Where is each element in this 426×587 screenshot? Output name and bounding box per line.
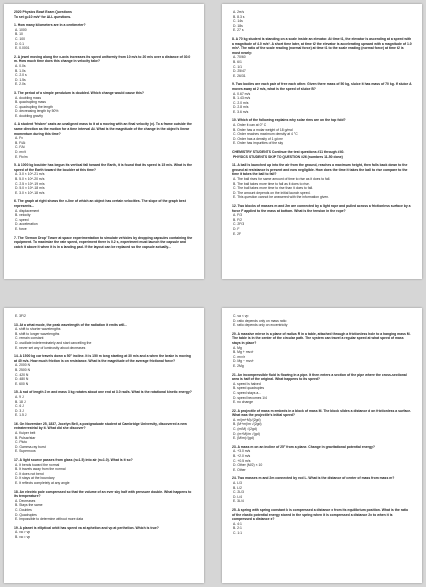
answer-option: C. remain constant (15, 336, 44, 341)
answer-option: C. It does not bend (15, 471, 44, 476)
answer-option: C. (m/M) √(2gd) (233, 427, 257, 432)
answer-option: PHYSICS STUDENTS SKIP TO QUESTION #26 (numbers 11-50 done) (233, 154, 343, 159)
question-block (14, 23, 194, 51)
question-text: 23. A mass m on an incline of 25° from a plane. Change in gravitational potential energy? (232, 444, 375, 449)
answer-option: D. speed becomes 1/4 (233, 395, 267, 400)
answer-option: A. 3.0 × 10^-21 m/s (15, 172, 45, 177)
question-block (14, 163, 194, 195)
answer-option: C. Doubles (15, 507, 32, 512)
answer-option: D. 1.5s (15, 77, 26, 82)
question-block (232, 163, 412, 200)
document-page-2 (222, 4, 422, 279)
answer-option: B. va = vp (15, 534, 31, 539)
answer-option: A. It bends toward the normal (15, 462, 60, 467)
answer-option: E. This question cannot be answered with the information given. (233, 195, 330, 200)
answer-option: E. never set any of luminosity about decreases (15, 345, 86, 350)
answer-option: B. Stays the same (15, 503, 43, 508)
answer-option: C. 2F/3 (233, 222, 245, 227)
question-text: 16. On November 25, 1837, Jocelyn Bell, a postgraduate student at Cambridge University, discovered a new extraterrestrial by it. What did she discover? (14, 421, 187, 431)
question-text: 14. A 1500 kg car travels down a 50° incline. It is 150 m long starting at 30 m/s and a when the brake is moving at 40 m/s. How much friction is on resistance. What is the magnitude of the average frictional force? (14, 354, 191, 363)
answer-option: D. acceleration (15, 222, 38, 227)
answer-option: D. mv/t (15, 150, 26, 155)
answer-option: D. F (233, 226, 240, 231)
answer-option: B. 5.0 × 10^-20 m/s (15, 177, 45, 181)
answer-option: A. 1000 (15, 27, 27, 32)
answer-option: E. ratio depends only on eccentricity (233, 323, 288, 328)
question-text: 9. Two bodies are each pair of free each other. Given there mass of 50 kg, sluice it has mass of 70 kg. If sluice A moves away at 2 m/s, what is the speed of sluice B? (232, 82, 412, 91)
answer-option: D. decreasing length by 50% (15, 109, 59, 114)
answer-option: D. Order has a density of 1 g/cm³ (233, 136, 283, 141)
question-text: 3. The period of a simple pendulum is doubled. Which change would cause this? (14, 90, 144, 95)
question-block (14, 526, 194, 540)
answer-option: B. 18 J (15, 399, 26, 404)
answer-option: E. Supernova (15, 449, 36, 454)
answer-option: D. The amount depends on the initial launch speed. (233, 190, 311, 195)
question-block (232, 118, 412, 146)
answer-option: A. 70/60 (233, 55, 246, 60)
answer-option: B. Pulsar/star (15, 435, 36, 440)
answer-option: B. speed quadruples (233, 386, 265, 391)
answer-option: E. 2F (233, 231, 242, 236)
answer-option: A. m/(m+M)√(2gd) (233, 417, 261, 422)
answer-option: D. 0.1 (15, 41, 25, 46)
question-text: 21. An incompressible fluid is flowing in a pipe. It then enters a section of the pipe where the cross-sectional area is half of the original. What happens to its speed? (232, 372, 407, 382)
answer-option: C. 100 (15, 36, 25, 41)
answer-option: E. Other (233, 467, 246, 472)
answer-option: E. 3F/2 (15, 314, 26, 318)
question-block (14, 490, 194, 522)
answer-option: B. The ball takes more time to fall as it does to rise. (233, 181, 310, 186)
question-text: 6. The graph at right shows the x-line of which an object has certain velocities. The slope of the graph best represents... (14, 199, 186, 208)
answer-option: C. va < vp (233, 314, 249, 318)
answer-option: D. 2.8 m/s (233, 105, 249, 110)
answer-option: E. 0.0001 (15, 46, 30, 51)
question-text: 22. A projectile of mass m embeds in a block of mass M. The block slides a distance d on frictionless a surface. What was the projectile's initial speed? (232, 408, 412, 418)
answer-option: A. shift to shorter wavelengths (15, 327, 61, 332)
document-page-1 (4, 4, 204, 279)
question-block (14, 422, 194, 454)
answer-option: D. 5.0 × 10^-18 m/s (15, 186, 45, 191)
answer-option: A. 4:1 (233, 521, 242, 526)
question-block (14, 236, 194, 250)
header-line: 2020 Physics Bowl Exam Questions (14, 10, 72, 14)
answer-option: A. F/3 (233, 213, 243, 218)
question-text: 25. A spring with spring constant k is compressed a distance x from its equilibrium position. What is the ratio of the elastic potential energy stored in the spring when it is compressed a distance 2x to when it is compressed a distance x? (232, 507, 409, 522)
answer-option: E. 3L/4 (233, 499, 244, 504)
question-text: 5. A 1000 kg boulder has begun its vertical fall toward the Earth, it is found that its speed is 15 m/s. What is the speed of the Earth toward the boulder at this time? (14, 163, 192, 172)
answer-option: C. 2.5 × 10^-19 m/s (15, 181, 45, 186)
answer-option: E. 600 N (15, 381, 29, 386)
question-block (232, 314, 412, 328)
answer-option: B. 6/1 (233, 59, 242, 64)
question-block (14, 323, 194, 351)
question-block (232, 409, 412, 441)
answer-option: B. shift to longer wavelengths (15, 331, 60, 336)
answer-option: A. 2π/s (233, 10, 245, 14)
answer-option: D. Other (M/2) × 10 (233, 463, 263, 468)
question-block (232, 10, 412, 33)
question-block (232, 37, 412, 78)
answer-option: C. quadrupling the length (15, 104, 53, 109)
answer-option: E. Order has impurities of the sky (233, 141, 284, 146)
answer-option: E. Impossible to determine without more data (15, 517, 84, 522)
answer-option: C. Order reaches maximum density at 4 °C (233, 132, 298, 137)
question-block (232, 476, 412, 504)
answer-option: A. 0.0s (15, 63, 26, 68)
answer-option: B. Order has a molar weight of 18 g/mol (233, 127, 293, 132)
question-block (14, 390, 194, 418)
answer-option: A. +3.0 m/s (233, 449, 251, 454)
answer-option: E. no change (233, 400, 253, 405)
answer-option: A. Fv (15, 136, 23, 141)
answer-option: E. 2Mg (233, 363, 244, 368)
question-text: 10. Which of the following explains why solar rims are on the top fold? (232, 118, 346, 123)
question-text: 24. Two masses m and 2m connected by rod L. What is the distance of center of mass from mass m? (232, 476, 395, 481)
question-text: 13. At a what mode, the peak wavelength of the radiation it emits will... (14, 322, 128, 327)
answer-option: E. Ftv/m (15, 154, 28, 159)
answer-option: B. 1.0s (15, 68, 26, 73)
answer-option: E. 2.0s (15, 82, 26, 87)
answer-option: A. L/3 (233, 481, 242, 485)
answer-option: E. (M/m)√(gd) (233, 436, 254, 441)
question-block (232, 332, 412, 369)
question-text: 1. How many kilometers are in a centimeter? (14, 23, 86, 28)
answer-option: B. velocity (15, 213, 31, 218)
answer-option: E. 26/31 (233, 73, 246, 78)
answer-option: A. displacement (15, 208, 40, 213)
question-text: 4. A student 'frisbee' casts an unaligned mass to it at a moving with an final velocity (v). To a frame outside the same direction as the motion for a time interval Δt. What is the magnitude of the change in the object's linear momentum during this time? (14, 122, 192, 136)
answer-option: E. doubling gravity (15, 113, 43, 118)
answer-option: C. 1/1 (233, 64, 243, 69)
answer-option: E. 1.5 J (15, 413, 27, 418)
answer-option: D. It stays at the boundary (15, 476, 55, 481)
question-text: 18. An electric pole compressed so that the volume of an ever sky half with pressure double. What happens to its temperature? (14, 489, 192, 499)
document-page-3 (4, 308, 204, 583)
answer-option: D. L/4 (233, 494, 243, 499)
answer-option: C. speed (15, 217, 29, 222)
answer-option: A. Decreases (15, 498, 36, 503)
answer-option: A. 2000 N (15, 363, 31, 368)
answer-option: C. mv²/r (233, 354, 246, 359)
answer-option: B. 2:1 (233, 526, 242, 531)
answer-option: D. 18s (233, 23, 243, 28)
question-block (232, 445, 412, 473)
answer-option: A. The ball rises for same amount of time to rise as it does to fall. (233, 177, 331, 181)
answer-option: C. Pluto (15, 440, 28, 445)
question-text: 7. The 'Demon Drop' Tower at space experimentation to simulate vehicles by dropping capsules containing the equipment. To maximize the rate speed, experiment there is 0.2 s, experiment must launch the capsule and catch it above it when it is in a landing pad. If the layout can be replaced so the capsule actually... (14, 235, 193, 249)
answer-option: C. The ball takes more time to rise than it does to fall. (233, 186, 314, 191)
question-block (14, 354, 194, 386)
question-block (14, 458, 194, 486)
answer-option: C. 2L/3 (233, 490, 244, 495)
question-text: 2. A jewel moving along the x-axis increases its speed uniformly from 10 m/s to 20 m/s over a distance of 30.0 m. How much time does this change in velocity take? (14, 54, 191, 64)
answer-option: B. 1.43 m/s (233, 96, 251, 101)
answer-option: D. Mg − mv²/r (233, 359, 254, 364)
question-block (14, 199, 194, 231)
question-block (14, 122, 194, 159)
question-block (232, 82, 412, 114)
question-block (232, 508, 412, 536)
answer-option: D. Gamma-ray burst (15, 444, 46, 449)
answer-option: C. 420 N (15, 372, 29, 377)
answer-option: A. 9 J (15, 394, 24, 399)
answer-option: C. 2.0 m/s (233, 100, 249, 105)
question-text: CHEMISTRY STUDENTS Continue the test questions #11 through #40. (232, 150, 345, 155)
answer-option: E. force (15, 226, 27, 231)
question-block (14, 314, 194, 319)
question-text: 8. A 70 kg student is standing on a scale inside an elevator. At time t1, the elevator is ascending at a speed with a magnitude of 4.0 m/s². A short time later, at time t2 the elevator is accelerating upward with a magnitude of 1.0 m/s². The ratio of the scale reading (normal force) at time t1 to the scale reading (normal force) at time t2 is most nearly: (232, 36, 412, 55)
answer-option: B. quadrupling mass (15, 100, 46, 105)
answer-option: C. 6 J (15, 404, 24, 409)
answer-option: D. ratio depends only on mass ratio (233, 318, 287, 323)
question-text: 19. A planet is elliptical orbit has speed va at aphelion and vp at perihelion. Which is true? (14, 525, 159, 530)
answer-option: B. (M+m)/m √(2gd) (233, 422, 262, 427)
answer-option: A. 0.67 m/s (233, 91, 251, 96)
page-header (14, 10, 194, 19)
answer-option: A. doubling mass (15, 95, 42, 100)
answer-option: B. F/Δt (15, 140, 26, 145)
answer-option: A. Kuiper belt (15, 431, 36, 436)
answer-option: E. 3.6 m/s (233, 109, 249, 114)
answer-option: C. FΔt (15, 145, 25, 150)
question-block (232, 373, 412, 405)
answer-option: B. Mg + mv²/r (233, 350, 254, 355)
header-line: To set g=10 m/s² for ALL questions. (14, 14, 72, 19)
answer-option: E. It reflects completely at any angle (15, 481, 70, 485)
answer-option: D. 25/47 (233, 69, 246, 74)
answer-option: B. +2.0 m/s (233, 454, 251, 459)
section-note (232, 150, 412, 159)
answer-option: D. 3 J (15, 408, 24, 413)
answer-option: C. 14s (233, 19, 243, 24)
question-block (14, 55, 194, 87)
answer-option: D. (m+M)/m √(gd) (233, 431, 260, 436)
answer-option: D. oscillate indeterminately and start cancelling the (15, 340, 92, 345)
document-page-4 (222, 308, 422, 583)
question-block (232, 204, 412, 236)
answer-option: B. It travels away from the normal (15, 467, 66, 472)
answer-option: D. 480 N (15, 377, 29, 382)
question-text: 11. A ball is launched up into the air from the ground, reaches a maximum height, then falls back down to the ground at resistance is present and now negligible. How does the time it takes the ball to rise compare to the time it takes the ball to fall? (232, 163, 408, 177)
question-text: 15. A rod of length 2 m and mass 3 kg rotates about one end at 3.0 rad/s. What is the rotational kinetic energy? (14, 390, 192, 395)
answer-option: E. 3.0 × 10^-18 m/s (15, 190, 45, 195)
question-text: 17. A light source passes from glass (n=1.5) into air (n=1.0). What is it so? (14, 458, 133, 463)
answer-option: A. speed is halved (233, 381, 261, 386)
answer-option: B. 2500 N (15, 367, 31, 372)
answer-option: B. 10 (15, 32, 23, 37)
answer-option: E. 27 s (233, 28, 244, 33)
answer-option: C. +0.5 m/s (233, 458, 251, 463)
answer-option: A. va > vp (15, 530, 31, 535)
answer-option: C. 2.0 s (15, 73, 27, 78)
answer-option: B. F/2 (233, 217, 243, 222)
answer-option: A. Order it can at 0° C (233, 123, 267, 128)
answer-option: A. Mg (233, 345, 242, 350)
answer-option: B. 8.3 s (233, 14, 245, 19)
question-block (14, 91, 194, 119)
answer-option: B. L/2 (233, 485, 242, 490)
question-text: 12. Two blocks of masses m and 2m are connected by a light rope and pulled across a frictionless surface by a force F applied to the mass at bottom. What is the tension in the rope? (232, 203, 411, 213)
question-text: 20. A massive mirror is a plane of radius R in a table, attached through a frictionless hole to a hanging mass M. The table is in the center of the circular path. The system can travel a regular speed at what speed of mass stays in place? (232, 331, 411, 345)
answer-option: C. 1:1 (233, 530, 243, 535)
answer-option: C. speed stays a... (233, 390, 262, 395)
answer-option: D. Quadruples (15, 512, 37, 517)
